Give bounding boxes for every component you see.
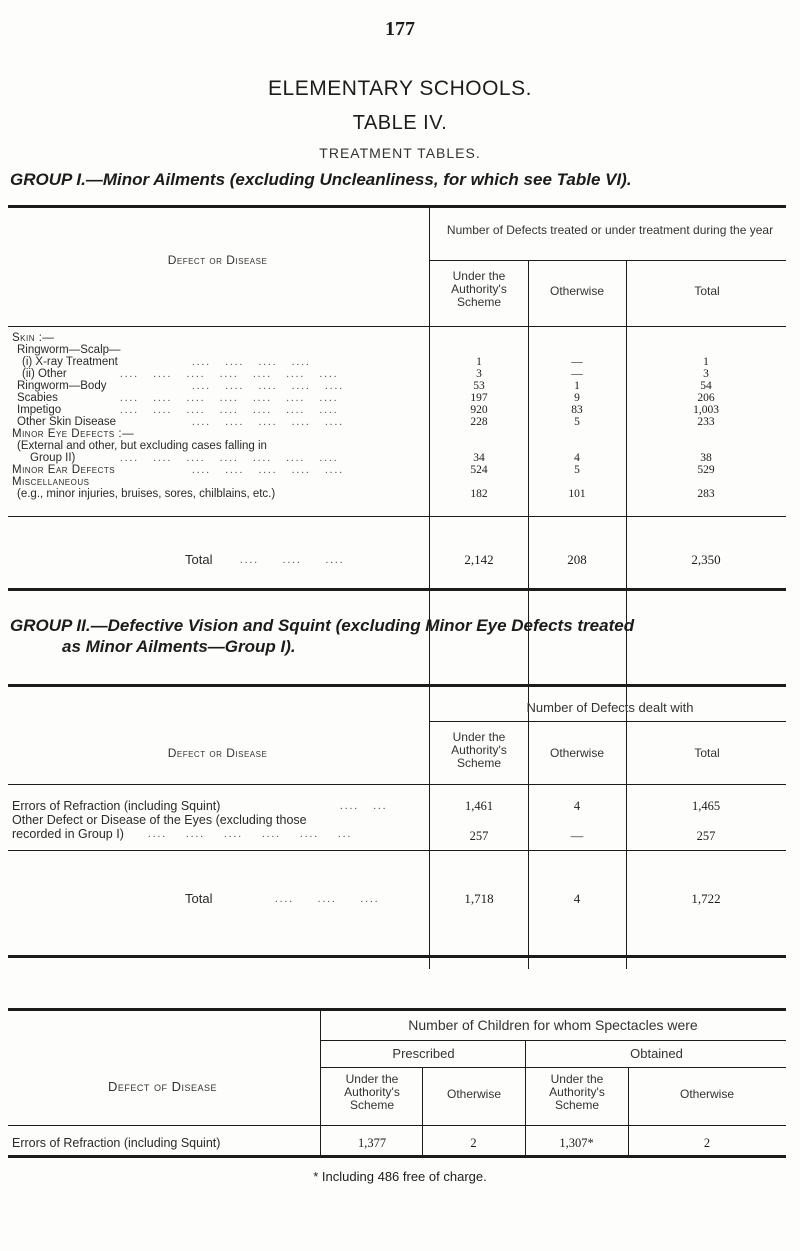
leader-dots: .... ... <box>340 800 388 812</box>
g2-col-authority: Under the Authority's Scheme <box>451 730 507 770</box>
group2-heading <box>10 615 790 657</box>
sp-col-obtained: Obtained <box>630 1046 683 1061</box>
g1-col-total: Total <box>694 284 720 298</box>
g1-cell: 182 <box>470 488 488 500</box>
leader-dots: .... .... .... .... .... <box>192 380 344 392</box>
g2-row1-otherwise: 4 <box>573 799 581 813</box>
g1-row-label: Impetigo <box>17 404 62 416</box>
g2-row1-total: 1,465 <box>691 799 721 813</box>
g1-row-label: Group II) <box>30 452 76 464</box>
page-number: 177 <box>385 18 415 40</box>
g1-total-total: 2,350 <box>691 552 721 567</box>
g1-cell: 1 <box>476 356 482 368</box>
group1-heading-text: GROUP I.—Minor Ailments (excluding Uncleanliness, for which see Table VI). <box>10 170 632 189</box>
g2-total-label: Total <box>185 891 213 906</box>
g1-cell: 101 <box>568 488 586 500</box>
g2-row2-label-line2: recorded in Group I) <box>12 827 124 841</box>
sp-col-p-otherwise: Otherwise <box>446 1087 502 1101</box>
g1-cell: 920 <box>470 404 488 416</box>
table-title: TABLE IV. <box>352 112 448 134</box>
g2-row2-otherwise: — <box>570 829 584 843</box>
g1-cell: 3 <box>703 368 709 380</box>
sp-obtained-otherwise: 2 <box>703 1136 711 1150</box>
g1-row-label: Other Skin Disease <box>17 416 117 428</box>
sp-col-prescribed: Prescribed <box>392 1046 455 1061</box>
g1-cell: 524 <box>470 464 488 476</box>
g1-cell: 283 <box>697 488 715 500</box>
g1-cell: 54 <box>700 380 712 392</box>
g2-col-total: Total <box>694 746 720 760</box>
group2-heading-line2: as Minor Ailments—Group I). <box>62 637 296 656</box>
g1-cell: 5 <box>574 464 580 476</box>
g1-cell: 83 <box>571 404 583 416</box>
g2-row1-label: Errors of Refraction (including Squint) <box>12 799 221 813</box>
group2-heading-line1: GROUP II.—Defective Vision and Squint (excluding Minor Eye Defects treated <box>10 616 635 635</box>
leader-dots: .... .... .... .... .... .... .... <box>120 452 339 464</box>
g1-row-label: Ringworm—Body <box>17 380 107 392</box>
leader-dots: .... .... .... .... .... ... <box>148 828 353 840</box>
g1-cell: 529 <box>697 464 715 476</box>
sp-prescribed-authority: 1,377 <box>357 1136 387 1150</box>
sp-col-defect: Defect of Disease <box>107 1079 217 1094</box>
g1-row-label: (e.g., minor injuries, bruises, sores, chilblains, etc.) <box>17 488 276 500</box>
g1-cell: 228 <box>470 416 488 428</box>
g1-cell: 9 <box>574 392 580 404</box>
g1-cell: 1 <box>574 380 580 392</box>
g2-row2-total: 257 <box>696 829 716 843</box>
g2-row2-label-line1: Other Defect or Disease of the Eyes (excluding those <box>12 813 307 827</box>
g2-col-otherwise: Otherwise <box>549 746 605 760</box>
sp-col-group: Number of Children for whom Spectacles were <box>408 1017 698 1033</box>
leader-dots: .... .... .... .... <box>192 356 311 368</box>
g1-col-otherwise: Otherwise <box>549 284 605 298</box>
g1-row-label: Ringworm—Scalp— <box>17 344 121 356</box>
g1-cell: 1 <box>703 356 709 368</box>
leader-dots: .... .... .... .... .... .... .... <box>120 368 339 380</box>
sp-col-p-authority: Under the Authority's Scheme <box>344 1072 400 1112</box>
g1-row-label: (i) X-ray Treatment <box>22 356 118 368</box>
section-subtitle: TREATMENT TABLES. <box>319 145 481 161</box>
g1-cell: 5 <box>574 416 580 428</box>
g1-cell: — <box>571 356 583 368</box>
g1-col-defect: Defect or Disease <box>167 253 268 267</box>
g1-cell: 53 <box>473 380 485 392</box>
g1-col-authority: Under the Authority's Scheme <box>451 269 507 309</box>
leader-dots: .... .... .... .... .... <box>192 464 344 476</box>
g1-cell: 38 <box>700 452 712 464</box>
g1-cell: 4 <box>574 452 580 464</box>
g1-row-label: Minor Ear Defects <box>12 464 116 476</box>
sp-prescribed-otherwise: 2 <box>470 1136 477 1150</box>
g1-row-label: Scabies <box>17 392 58 404</box>
group1-heading <box>10 170 790 190</box>
sp-row-label: Errors of Refraction (including Squint) <box>12 1136 221 1150</box>
g2-total-total: 1,722 <box>691 891 721 906</box>
g1-cell: 206 <box>697 392 715 404</box>
g1-cell: — <box>571 368 583 380</box>
g2-col-group: Number of Defects dealt with <box>526 700 694 715</box>
leader-dots: .... .... .... .... .... .... .... <box>120 392 339 404</box>
g2-total-otherwise: 4 <box>573 891 581 906</box>
g1-col-group: Number of Defects treated or under treatment during the year <box>446 223 774 237</box>
g1-cell: 34 <box>473 452 485 464</box>
leader-dots: .... .... .... .... .... .... .... <box>120 404 339 416</box>
g1-total-authority: 2,142 <box>464 552 494 567</box>
leader-dots: .... .... .... <box>240 554 345 566</box>
leader-dots: .... .... .... <box>275 893 380 905</box>
sp-obtained-authority: 1,307* <box>559 1136 594 1150</box>
footnote: * Including 486 free of charge. <box>313 1169 487 1184</box>
leader-dots: .... .... .... .... .... <box>192 416 344 428</box>
g1-cell: 3 <box>476 368 482 380</box>
g1-row-label: Skin :— <box>12 332 55 344</box>
g1-cell: 197 <box>470 392 488 404</box>
sp-col-o-otherwise: Otherwise <box>679 1087 735 1101</box>
g1-row-label: (External and other, but excluding cases falling in <box>17 440 267 452</box>
sp-col-o-authority: Under the Authority's Scheme <box>549 1072 605 1112</box>
g1-cell: 233 <box>697 416 715 428</box>
g2-total-authority: 1,718 <box>464 891 494 906</box>
g1-row-label: (ii) Other <box>22 368 67 380</box>
g2-col-defect: Defect or Disease <box>167 746 268 760</box>
g1-total-label: Total <box>185 552 213 567</box>
g2-row1-authority: 1,461 <box>464 799 494 813</box>
g1-row-label: Minor Eye Defects :— <box>12 428 135 440</box>
g2-row2-authority: 257 <box>469 829 489 843</box>
page-title: ELEMENTARY SCHOOLS. <box>268 77 532 100</box>
g1-cell: 1,003 <box>693 404 719 416</box>
g1-row-label: Miscellaneous <box>12 476 90 488</box>
g1-total-otherwise: 208 <box>567 552 587 567</box>
